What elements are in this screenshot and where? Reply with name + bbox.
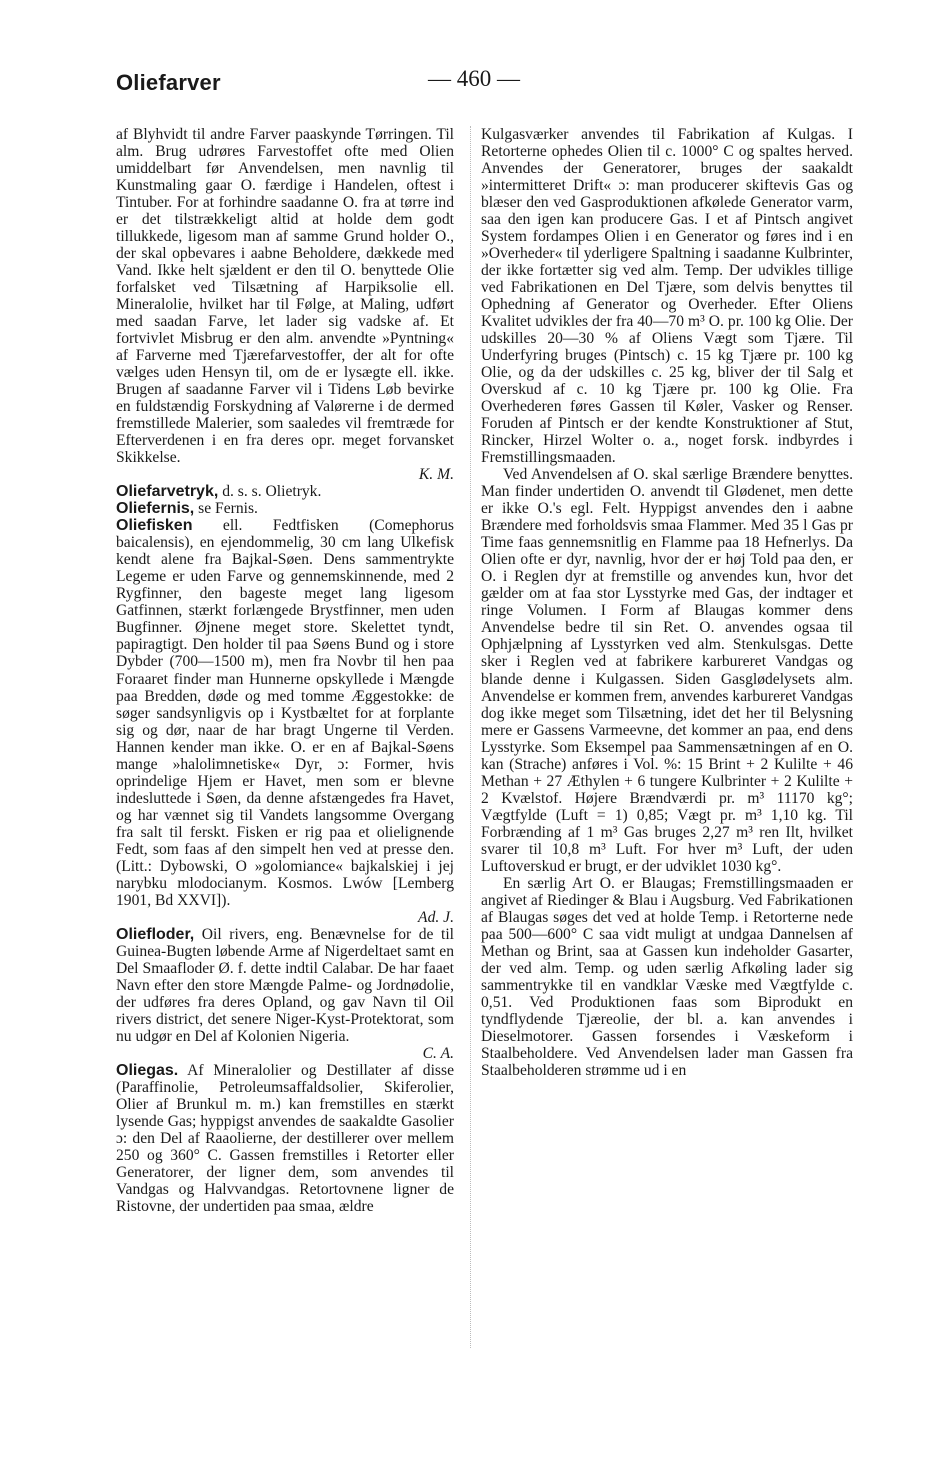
- entry-oliefernis: [116, 500, 454, 517]
- entry-body: Oil rivers, eng. Benævnelse for de til Guinea-Bugten løbende Arme af Nigerdeltaet samt en Del Smaafloder Ø. f. dette indtil Calabar. De har faaet Navn efter den store Mængde Palme- og Jordnødolie, der udføres fra deres Opland, og gav Navn til Oil rivers district, det senere Niger-Kyst-Protektorat, som nu udgør en Del af Kolonien Nigeria.: [116, 925, 455, 1045]
- entry-headword: Oliefarvetryk,: [116, 483, 219, 501]
- paragraph: Kulgasværker anvendes til Fabrikation af Kulgas. I Retorterne ophedes Olien til c. 1000° C og spaltes herved. Anvendes der Generatorer, bruges der saakaldt »intermitteret Drift« ɔ: man producerer skiftevis Gas og blæser den ved Gasproduktionen afkølede Generator varm, saa den igen kan producere Gas. I et af Pintsch angivet System fordampes Olien i en Generator og føres ind i en »Overheder« til yderligere Spaltning i saadanne Kulbrinter, der ikke fortætter sig ved alm. Temp. Der udvikles tillige ved Fabrikationen en Del Tjære, som delvis benyttes til Ophedning af Generator og Overheder. Efter Oliens Kvalitet udvikles der fra 40—70 m³ O. pr. 100 kg Olie. Der udskilles 20—30 % af Oliens Vægt som Tjære. Til Underfyring bruges (Pintsch) c. 15 kg Tjære pr. 100 kg Olie, og da der udskilles c. 25 kg, bliver der til Salg et Overskud af c. 10 kg Tjære pr. 100 kg Olie. Fra Overhederen føres Gassen til Køler, Vasker og Renser. Foruden af Pintsch er der kendte Konstruktioner af Stut, Rincker, Hirzel Wolter o. a., noget forsk. indbyrdes i Fremstillingsmaaden.: [481, 126, 853, 467]
- entry-headword: Oliefernis,: [116, 500, 195, 518]
- entry-body: ell. Fedtfisken (Comephorus baicalensis), en ejendommelig, 30 cm lang Ulkefisk kendt alene fra Bajkal-Søen. Dens sammentrykte Legeme er uden Farve og gennemskinnende, med 2 Rygfinner, den bageste meget lang ligesom Gatfinnen, stærkt forlængede Brystfinner, men uden Bugfinner. Øjnene meget store. Skelettet tyndt, papiragtigt. Den holder til paa Søens Bund og i store Dybder (700—1500 m), men fra Novbr til hen paa Foraaret finder man Hunnerne opskyllede i Mængde paa Bredden, døde og med tomme Æggestokke: de søger sandsynligvis op i Kystbæltet for at forplante sig og dør, naar de har bragt Ungerne til Verden. Hannen kender man ikke. O. er en af Bajkal-Søens mange »halolimnetiske« Dyr, ɔ: Former, hvis oprindelige Hjem er Havet, men som er blevne indesluttede i Søen, da denne afstængedes fra Havet, og har vænnet sig til Vandets langsomme Overgang fra salt til ferskt. Fisken er rig paa et olielignende Fedt, som faas af den simpelt hen ved at presse den. (Litt.: Dybowski, O »golomiance« bajkalskiej i jej narybku mlodocianym. Kosmos. Lwów [Lemberg 1901, Bd XXVI]).: [116, 517, 454, 909]
- entry-oliefloder: [116, 926, 454, 1045]
- paragraph: Ved Anvendelsen af O. skal særlige Brændere benyttes. Man finder undertiden O. anvendt til Glødenet, men dette er ikke O.'s egl. Felt. Hyppigst anvendes den i aabne Brændere med forholdsvis smaa Flammer. Med 35 l Gas pr Time faas gennemsnitlig en Flamme paa 18 Hefnerlys. Da Olien ofte er dyr, navnlig, hvor der er høj Told paa den, er O. i Reglen dyr at fremstille og anvendes kun, hvor det gælder om at faa stor Lysstyrke med Gas, der indtager et ringe Volumen. I Form af Blaugas kommer dens Anvendelse bedre til sin Ret. O. anvendes ogsaa til Ophjælpning af Lysstyrken ved alm. Stenkulsgas. Dette sker i Reglen ved at fabrikere karbureret Vandgas og blande denne i Kulgassen. Siden Gasglødelysets alm. Anvendelse er kommen frem, anvendes karbureret Vandgas dog ikke meget som Tilsætning, idet det her til Belysning mere er Gassens Varmeevne, det kommer an paa, end dens Lysstyrke. Som Eksempel paa Sammensætningen af en O. kan (Strache) anføres i Vol. %: 15 Brint + 2 Kulilte + 46 Methan + 27 Æthylen + 6 tungere Kulbrinter + 2 Kulilte + 2 Kvælstof. Højere Brændværdi pr. m³ 11170 kg°; Vægtfylde (Luft = 1) 0,85; Vægt pr. m³ 1,10 kg. Til Forbrænding af 1 m³ Gas bruges 2,27 m³ ren Ilt, hvilket svarer til 10,8 m³ Luft. For hver m³ Luft, der uden Luftoverskud er brugt, er der udviklet 1030 kg°.: [481, 466, 853, 875]
- author-signature: Ad. J.: [418, 908, 454, 926]
- paragraph: af Blyhvidt til andre Farver paaskynde Tørringen. Til alm. Brug udrøres Farvestoffet ofte med Olien umiddelbart før Anvendelsen, men navnlig til Kunstmaling gaar O. færdige i Handelen, oftest i Tintuber. For at forhindre saadanne O. fra at tørre ind er det tilstrækkeligt altid at holde dem godt tillukkede, ligesom man af samme Grund holder O., der skal opbevares i aabne Beholdere, dækkede med Vand. Ikke helt sjældent er den til O. benyttede Olie forfalsket ved Tilsætning af Harpiksolie ell. Mineralolie, hvilket har til Følge, at Maling, udført med saadan Farve, let lader sig vadske af. Et fortvivlet Misbrug er den alm. anvendte »Pyntning« af Farverne med Tjærefarvestoffer, der alt for ofte vælges uden Hensyn til, om de er lysægte ell. ikke. Brugen af saadanne Farver vil i Tidens Løb bevirke en fuldstændig Forskydning af Valørerne i de dermed fremstillede Malerier, som saaledes vil fremtræde for Efterverdenen i en fra deres opr. meget forvansket Skikkelse.: [116, 126, 454, 467]
- right-column: [481, 126, 853, 1079]
- entry-body: Af Mineralolier og Destillater af disse (Paraffinolie, Petroleumsaffaldsolier, Skiferolier, Olier af Brunkul m. m.) kan fremstilles en stærkt lysende Gas; hyppigst anvendes de saakaldte Gasolier ɔ: den Del af Raaolierne, der destillerer over mellem 250 og 360° C. Gassen fremstilles i Retorter eller Generatorer, der ligner dem, som anvendes til Vandgas og Halvvandgas. Retortovnene ligner de Ristovne, der undertiden paa smaa, ældre: [116, 1061, 454, 1215]
- paragraph: En særlig Art O. er Blaugas; Fremstillingsmaaden er angivet af Riedinger & Blau i Augsburg. Ved Fabrikationen af Blaugas søges det ved at holde Temp. i Retorterne nede paa 500—600° C saa vidt muligt at undgaa Dannelsen af Methan og Brint, saa at Gassen kun indeholder Gasarter, der ved alm. Temp. og uden særlig Afkøling lader sig sammentrykke til en vandklar Væske med Vægtfylde c. 0,51. Ved Produktionen faas som Biprodukt en tyndflydende Tjæreolie, der bl. a. kan anvendes i Dieselmotorer. Gassen forsendes i Væskeform i Staalbeholdere. Ved Anvendelsen lader man Gassen fra Staalbeholderen strømme ud i en: [481, 874, 853, 1079]
- entry-body: d. s. s. Olietryk.: [222, 483, 322, 501]
- entry-headword: Oliegas.: [116, 1061, 179, 1079]
- running-title: Oliefarver: [116, 70, 221, 95]
- page-number: — 460 —: [428, 66, 520, 91]
- entry-oliegas: [116, 1062, 454, 1215]
- entry-oliefisken: [116, 517, 454, 908]
- entry-body: se Fernis.: [198, 500, 258, 518]
- author-signature: C. A.: [422, 1044, 454, 1062]
- entry-headword: Oliefloder,: [116, 925, 195, 943]
- page-header: [116, 64, 858, 104]
- author-signature: K. M.: [418, 466, 454, 484]
- left-column: [116, 126, 454, 1215]
- column-divider: [470, 126, 471, 1348]
- entry-oliefarvetryk: [116, 483, 454, 500]
- entry-headword: Oliefisken: [116, 517, 193, 535]
